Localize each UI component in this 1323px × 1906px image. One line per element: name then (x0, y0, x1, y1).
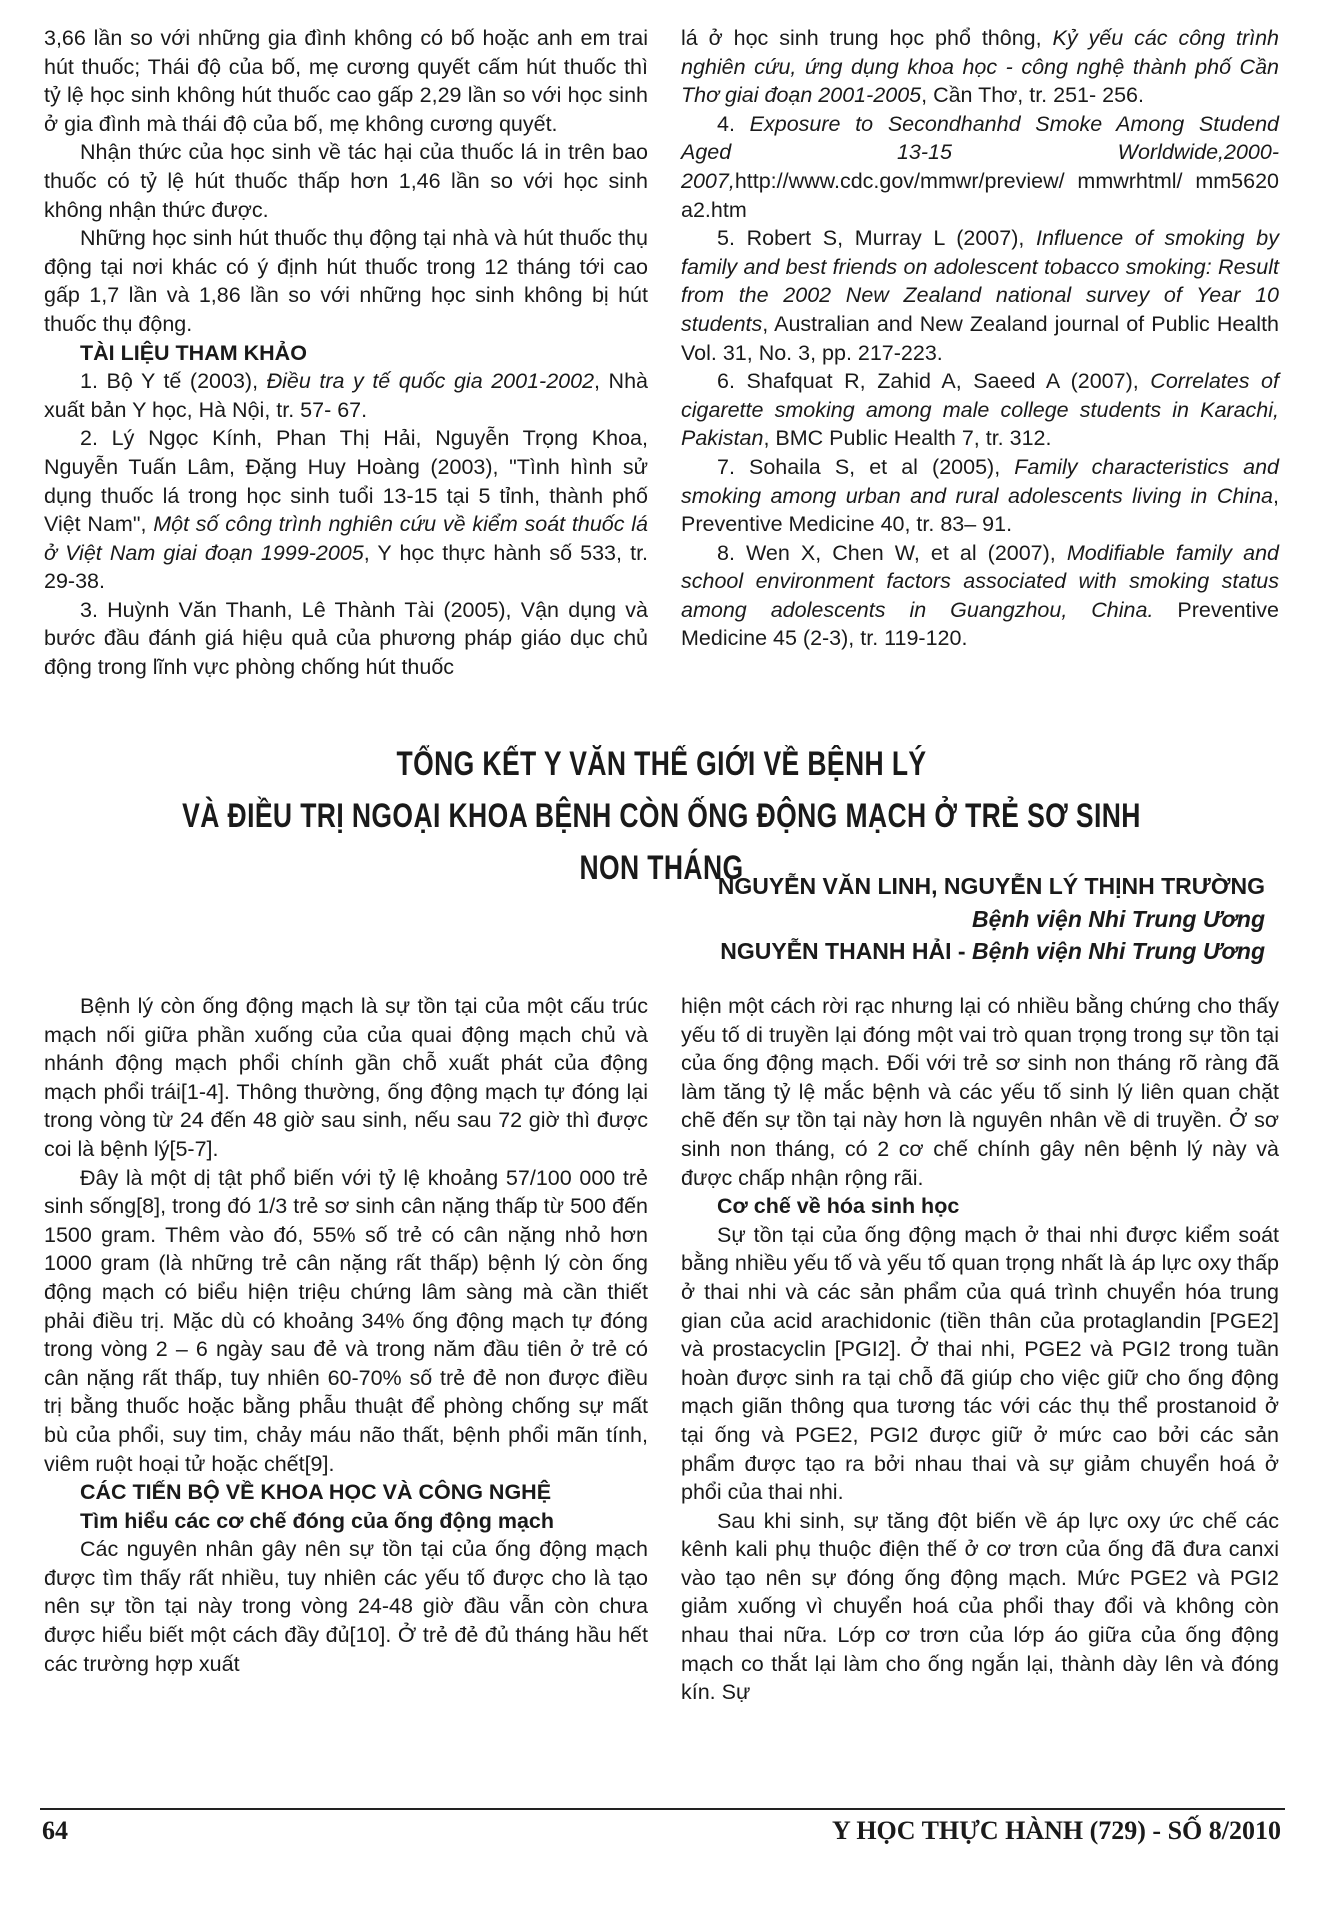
reference-text: , Y học thực hành số 533, tr. 29-38. (44, 540, 649, 594)
article-column-right (681, 992, 1279, 1707)
paragraph: Nhận thức của học sinh về tác hại của thuốc lá in trên bao thuốc có tỷ lệ hút thuốc thấp hơn 1,46 lần so với học sinh không nhận thức được. (44, 140, 648, 222)
references-column-right (681, 24, 1279, 653)
reference-text: 8. Wen X, Chen W, et al (2007), (717, 540, 1067, 565)
paragraph: Sự tồn tại của ống động mạch ở thai nhi được kiểm soát bằng nhiều yếu tố và yếu tố quan trọng nhất là áp lực oxy thấp ở thai nhi và các sản phẩm của quá trình chuyển hóa trung gian của acid arachidonic (tiền thân của protaglandin [PGE2] và prostacyclin [PGI2]. Ở thai nhi, PGE2 và PGI2 trong tuần hoàn được sinh ra tại chỗ đã giúp cho việc giữ cho ống động mạch giãn thông qua tương tác với các thụ thể prostanoid ở tại ống và PGE2, PGI2 được giữ ở mức cao bởi các sản phẩm được tạo ra bởi nhau thai và sự giảm chuyển hoá ở phổi của thai nhi. (681, 1222, 1279, 1505)
reference-text: 2. Lý Ngọc Kính, Phan Thị Hải, Nguyễn Trọng Khoa, Nguyễn Tuấn Lâm, Đặng Huy Hoàng (2003), "Tình hình sử dụng thuốc lá trong học sinh tuổi 13-15 tại 5 tỉnh, thành phố Việt Nam", (44, 426, 648, 537)
section-heading: TÀI LIỆU THAM KHẢO (80, 340, 307, 365)
reference-item (681, 539, 1279, 653)
footer-divider (40, 1808, 1285, 1810)
section-heading: Tìm hiểu các cơ chế đóng của ống động mạch (80, 1508, 555, 1533)
paragraph: Sau khi sinh, sự tăng đột biến về áp lực oxy ức chế các kênh kali phụ thuộc điện thế ở cơ trơn của ống đã đưa canxi vào tạo nên sự đóng ống động mạch. Mức PGE2 và PGI2 giảm xuống vì chuyển hoá của phổi thay đổi và không còn nhau thai nữa. Lớp cơ trơn của lớp áo giữa của ống động mạch co thắt lại làm cho ống ngắn lại, thành dày lên và đóng kín. Sự (681, 1508, 1279, 1705)
reference-item (44, 367, 648, 424)
paragraph: hiện một cách rời rạc nhưng lại có nhiều bằng chứng cho thấy yếu tố di truyền lại đóng một vai trò quan trọng trong sự tồn tại của ống động mạch. Đối với trẻ sơ sinh non tháng rõ ràng đã làm tăng tỷ lệ mắc bệnh và các yếu tố sinh lý liên quan chặt chẽ đến sự tồn tại này hơn là nguyên nhân về di truyền. Ở sơ sinh non tháng, có 2 cơ chế chính gây nên bệnh lý này và được chấp nhận rộng rãi. (681, 994, 1279, 1190)
article-authors: NGUYỄN VĂN LINH, NGUYỄN LÝ THỊNH TRƯỜNG Bệnh viện Nhi Trung Ương NGUYỄN THANH HẢI - Bệnh viện Nhi Trung Ương (718, 870, 1265, 968)
references-column-left (44, 24, 648, 682)
section-heading: Cơ chế về hóa sinh học (717, 1194, 960, 1219)
paragraph: Các nguyên nhân gây nên sự tồn tại của ống động mạch được tìm thấy rất nhiều, tuy nhiên các yếu tố được cho là tạo nên sự tồn tại này trong vòng 24-48 giờ đầu vẫn còn chưa được hiểu biết một cách đầy đủ[10]. Ở trẻ đẻ đủ tháng hầu hết các trường hợp xuất (44, 1537, 648, 1676)
reference-item (681, 224, 1279, 367)
reference-title: Kỷ yếu các công trình nghiên cứu, ứng dụng khoa học - công nghệ thành phố Cần Thơ giai đoạn 2001-2005 (681, 26, 1279, 108)
reference-title: Exposure to Secondhanhd Smoke Among Studend Aged 13-15 Worldwide,2000-2007, (681, 111, 1280, 193)
reference-text: 3. Huỳnh Văn Thanh, Lê Thành Tài (2005), Vận dụng và bước đầu đánh giá hiệu quả của phương pháp giáo dục chủ động trong lĩnh vực phòng chống hút thuốc (44, 597, 648, 680)
reference-text: , Australian and New Zealand journal of Public Health Vol. 31, No. 3, pp. 217-223. (681, 311, 1279, 365)
authors-line-1: NGUYỄN VĂN LINH, NGUYỄN LÝ THỊNH TRƯỜNG (717, 873, 1265, 899)
reference-text: , Cần Thơ, tr. 251- 256. (921, 83, 1144, 108)
reference-text: 1. Bộ Y tế (2003), (80, 369, 267, 394)
reference-item (681, 453, 1279, 539)
reference-text: Preventive Medicine 45 (2-3), tr. 119-120. (681, 597, 1279, 651)
article-title-line-2: VÀ ĐIỀU TRỊ NGOẠI KHOA BỆNH CÒN ỐNG ĐỘNG MẠCH Ở TRẺ SƠ SINH NON THÁNG (182, 797, 1141, 887)
reference-title: Điều tra y tế quốc gia 2001-2002 (266, 369, 595, 394)
reference-title: Influence of smoking by family and best friends on adolescent tobacco smoking: Result from the 2002 New Zealand national survey of Year 10 students (681, 226, 1279, 336)
reference-item (681, 110, 1279, 224)
article-column-left (44, 992, 648, 1678)
reference-text: , Preventive Medicine 40, tr. 83– 91. (681, 483, 1279, 537)
section-heading: CÁC TIẾN BỘ VỀ KHOA HỌC VÀ CÔNG NGHỆ (80, 1480, 552, 1505)
reference-item (44, 424, 648, 596)
page-number: 64 (42, 1816, 68, 1845)
affiliation-2: Bệnh viện Nhi Trung Ương (971, 938, 1265, 964)
reference-text: 5. Robert S, Murray L (2007), (717, 226, 1036, 251)
reference-title: Modifiable family and school environment factors associated with smoking status among adolescents in Guangzhou, China. (681, 540, 1279, 622)
paragraph: Những học sinh hút thuốc thụ động tại nhà và hút thuốc thụ động tại nơi khác có ý định hút thuốc trong 12 tháng tới cao gấp 1,7 lần và 1,86 lần so với những học sinh không bị hút thuốc thụ động. (44, 226, 648, 336)
reference-title: Family characteristics and smoking among urban and rural adolescents living in China (681, 454, 1279, 508)
reference-text: 4. (717, 111, 750, 136)
reference-text: , BMC Public Health 7, tr. 312. (763, 426, 1052, 451)
paragraph: Bệnh lý còn ống động mạch là sự tồn tại của một cấu trúc mạch nối giữa phần xuống của của quai động mạch chủ và nhánh động mạch phổi chính gần chỗ xuất phát của động mạch phổi trái[1-4]. Thông thường, ống động mạch tự đóng lại trong vòng từ 24 đến 48 giờ sau sinh, nếu sau 72 giờ thì được coi là bệnh lý[5-7]. (44, 994, 648, 1161)
reference-text: , Nhà xuất bản Y học, Hà Nội, tr. 57- 67. (44, 369, 648, 422)
affiliation-1: Bệnh viện Nhi Trung Ương (971, 905, 1265, 932)
reference-text: http://www.cdc.gov/mmwr/preview/ mmwrhtml/ mm5620 a2.htm (681, 168, 1279, 222)
paragraph: Đây là một dị tật phổ biến với tỷ lệ khoảng 57/100 000 trẻ sinh sống[8], trong đó 1/3 trẻ sơ sinh cân nặng thấp từ 500 đến 1500 gram. Thêm vào đó, 55% số trẻ có cân nặng nhỏ hơn 1000 gram (là những trẻ cân nặng rất thấp) bệnh lý còn ống động mạch có biểu hiện triệu chứng lâm sàng mà cần thiết phải điều trị. Mặc dù có khoảng 34% ống động mạch tự đóng trong vòng 2 – 6 ngày sau đẻ và trong năm đầu tiên ở trẻ có cân nặng rất thấp, tuy nhiên 60-70% số trẻ đẻ non được điều trị bằng thuốc hoặc bằng phẫu thuật để phòng chống sự mất bù của phổi, suy tim, chảy máu não thất, bệnh phổi mãn tính, viêm ruột hoại tử hoặc chết[9]. (44, 1165, 648, 1476)
reference-item (44, 596, 648, 682)
article-title-line-1: TỔNG KẾT Y VĂN THẾ GIỚI VỀ BỆNH LÝ (396, 745, 927, 783)
reference-title: Correlates of cigarette smoking among male college students in Karachi, Pakistan (681, 369, 1279, 451)
paragraph: 3,66 lần so với những gia đình không có bố hoặc anh em trai hút thuốc; Thái độ của bố, mẹ cương quyết cấm hút thuốc thì tỷ lệ học sinh không hút thuốc cao gấp 2,29 lần so với học sinh ở gia đình mà thái độ của bố, mẹ không cương quyết. (44, 26, 648, 136)
reference-text: 7. Sohaila S, et al (2005), (717, 454, 1015, 479)
reference-text: 6. Shafquat R, Zahid A, Saeed A (2007), (717, 369, 1151, 394)
reference-title: Một số công trình nghiên cứu về kiểm soát thuốc lá ở Việt Nam giai đoạn 1999-2005 (44, 512, 649, 565)
authors-line-2: NGUYỄN THANH HẢI (720, 938, 952, 964)
reference-text: lá ở học sinh trung học phổ thông, (681, 26, 1053, 50)
reference-item (681, 367, 1279, 453)
reference-item (681, 24, 1279, 110)
journal-footer: Y HỌC THỰC HÀNH (729) - SỐ 8/2010 (832, 1816, 1281, 1845)
